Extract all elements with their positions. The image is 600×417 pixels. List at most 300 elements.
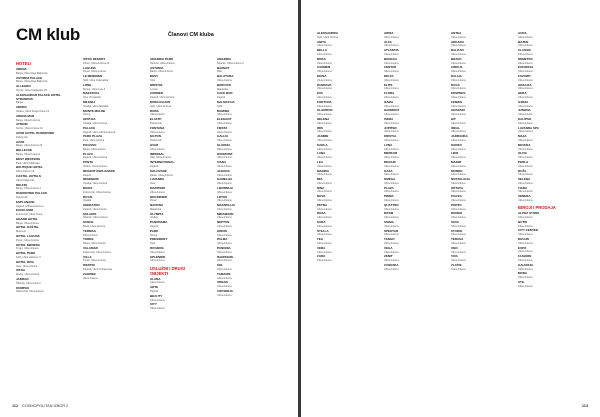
entry-address: Ulica Antona — [317, 138, 332, 142]
entry-name: QUATTRO — [384, 202, 399, 207]
directory-entry — [384, 135, 438, 142]
entry-name: RIVIJERA — [150, 246, 164, 251]
directory-entry — [83, 256, 137, 263]
entry-address: Ulica Antona — [518, 138, 533, 142]
entry-address: Ulica Antona — [217, 164, 232, 168]
entry-address: Ulica Antona — [384, 207, 399, 211]
entry-address: Dubrovnik — [150, 139, 162, 143]
entry-address: Ulica Antona — [384, 181, 399, 185]
directory-entry — [217, 221, 271, 228]
entry-address: Ulica Antona — [451, 87, 466, 91]
directory-entry — [150, 144, 204, 151]
entry-name: MAJA — [518, 134, 527, 139]
directory-entry — [150, 170, 204, 177]
entry-address: Zagreb, Mihanovićeva 1 — [16, 204, 44, 208]
entry-address: Ulica Antona — [317, 181, 332, 185]
entry-name: KRISTAL — [384, 134, 397, 139]
entry-name: SHERATON — [83, 203, 100, 208]
directory-entry — [518, 58, 572, 65]
directory-entry — [83, 264, 137, 271]
entry-address: Ulica Antona — [518, 224, 533, 228]
entry-address: Ulica Antona — [384, 87, 399, 91]
entry-address: Zagreb, Ulica Antona — [83, 156, 108, 160]
entry-address: Ulica Antona — [384, 78, 399, 82]
entry-address: Ulica Antona — [384, 259, 399, 263]
entry-name: GRADSKI — [451, 108, 465, 113]
entry-name: NINA — [317, 185, 325, 190]
entry-address: Ulica Antona — [518, 259, 533, 263]
entry-address: Ulica Antona — [451, 70, 466, 74]
directory-entry — [384, 92, 438, 99]
entry-name: PRIMA — [384, 194, 394, 199]
entry-address: Ulica Antona — [317, 190, 332, 194]
entry-address: Dubrovnik, Ulica Antona — [83, 250, 111, 254]
directory-entry — [150, 75, 204, 82]
entry-name: FAVORIT — [518, 73, 531, 78]
entry-address: Ulica Antona — [384, 199, 399, 203]
entry-address: Banja, Ulica Antona — [83, 242, 106, 246]
entry-name: MIA — [317, 177, 323, 182]
entry-name: LAVANDA SPA — [518, 125, 539, 130]
entry-address: Ulica Antona — [317, 52, 332, 56]
entry-name: BALKAN — [451, 48, 464, 53]
directory-entry — [451, 127, 505, 134]
entry-name: DEMETRA — [518, 56, 533, 61]
directory-entry — [518, 118, 572, 125]
entry-name: EVA — [317, 91, 323, 96]
entry-address: Ulica Antona — [518, 276, 533, 280]
entry-address: Banja, Ulica Aleje Bajlonića — [16, 71, 48, 75]
directory-entry — [384, 187, 438, 194]
entry-name: VIVA — [451, 254, 458, 259]
entry-address: Ulica Antona — [451, 138, 466, 142]
entry-name: NOVA — [317, 194, 326, 199]
entry-address: Dubrovnik — [150, 121, 162, 125]
directory-entry — [217, 101, 271, 108]
entry-address: Banja, Ulica Aleje Bajlonića — [16, 80, 48, 84]
page-subtitle: Članovi CM kluba — [168, 32, 214, 38]
entry-name: RONDO — [451, 211, 463, 216]
directory-entry — [518, 281, 572, 288]
entry-address: Poreč, Ulica Antona — [83, 259, 106, 263]
directory-entry — [217, 256, 271, 263]
entry-name: KAMELIJA — [217, 177, 233, 182]
entry-address: Ulica Antona — [217, 130, 232, 134]
folio-left — [12, 404, 68, 408]
entry-name: ASTORIA — [150, 65, 164, 70]
entry-name: MARINA — [317, 168, 329, 173]
entry-name: TEA — [317, 237, 323, 242]
entry-name: CIRKUS — [451, 65, 463, 70]
entry-address: Novi Vinodolski — [83, 96, 101, 100]
entry-name: LONE — [83, 82, 92, 87]
directory-entry — [150, 204, 204, 211]
directory-column-4 — [217, 58, 271, 299]
directory-entry — [83, 144, 137, 151]
directory-entry — [317, 187, 371, 194]
directory-entry — [317, 144, 371, 151]
entry-address: Poreč — [150, 199, 157, 203]
directory-entry — [150, 127, 204, 134]
entry-address: Ulica Antona — [150, 281, 165, 285]
entry-name: BELLEVUE — [16, 148, 33, 153]
directory-entry — [451, 230, 505, 237]
entry-name: ATLANTIS — [384, 48, 399, 53]
entry-address: Kornic, Ulica Antona 13 — [16, 127, 43, 131]
entry-name: JUPITER — [384, 125, 397, 130]
entry-name: JAGODA — [217, 168, 230, 173]
entry-address: Rovinj, Ulica Luje 3 — [83, 87, 106, 91]
entry-address: Zagreb, Ulica Strossmayera — [83, 130, 116, 134]
directory-entry — [83, 92, 137, 99]
directory-entry — [150, 303, 204, 310]
entry-name: VERA — [317, 245, 326, 250]
directory-entry — [83, 273, 137, 280]
directory-entry — [518, 109, 572, 116]
entry-name: PLAVA — [384, 185, 394, 190]
directory-entry — [217, 75, 271, 82]
directory-entry — [317, 195, 371, 202]
entry-address: Ulica Antona — [317, 61, 332, 65]
entry-name: ZVIJEZDA — [384, 263, 399, 268]
directory-entry — [83, 153, 137, 160]
directory-entry — [217, 170, 271, 177]
entry-name: ANTEA — [451, 32, 462, 35]
entry-name: DELFIN — [16, 182, 27, 187]
entry-name: URBAN — [217, 280, 228, 285]
entry-address: Dubrovnik, Ulica Antona — [16, 290, 44, 294]
directory-entry — [384, 238, 438, 245]
entry-name: ILIRIJA — [518, 99, 529, 104]
entry-name: ZAGREB — [83, 271, 96, 276]
directory-entry — [150, 178, 204, 185]
entry-address: Ulica Antona — [317, 70, 332, 74]
entry-name: CITY CENTER — [518, 228, 538, 233]
entry-address: Ulica Antona — [150, 147, 165, 151]
directory-entry — [451, 32, 505, 39]
directory-entry — [83, 135, 137, 142]
entry-name: RITAM — [384, 211, 394, 216]
entry-name: PALMA — [217, 237, 228, 242]
entry-name: FLORA — [384, 91, 395, 96]
entry-address: Ulica Antona — [317, 147, 332, 151]
directory-entry — [16, 106, 70, 113]
entry-address: Zagreb, Ulica Kneza — [83, 207, 107, 211]
entry-name: HOTEL PARK — [16, 251, 36, 256]
entry-name: HILTON — [150, 134, 161, 139]
entry-address: Ulica Antona — [317, 233, 332, 237]
directory-entry — [384, 195, 438, 202]
entry-name: MOZAIK — [384, 159, 396, 164]
directory-entry — [384, 255, 438, 262]
entry-address: Ulica Antona — [384, 44, 399, 48]
entry-name: ALPHA STORE — [518, 211, 540, 216]
directory-entry — [384, 152, 438, 159]
entry-address: Ulica Antona — [83, 233, 98, 237]
entry-name: IMPERIAL — [150, 151, 165, 156]
directory-entry — [384, 84, 438, 91]
entry-address: Vodice, Ulica Drage Pave 14 — [16, 109, 50, 113]
entry-name: VIKTORIJA — [217, 289, 233, 294]
entry-name: MONTE MULINI — [83, 108, 105, 113]
entry-address: Šibenik, Ulica Antona 3 — [217, 61, 244, 65]
directory-entry — [384, 264, 438, 271]
entry-address: Ulica Antona — [317, 199, 332, 203]
entry-name: AZUR HOTEL DUBROVNIK — [16, 130, 55, 135]
entry-name: CITY — [150, 302, 157, 307]
directory-entry — [16, 201, 70, 208]
directory-entry — [217, 290, 271, 297]
entry-address: Rovinj — [150, 233, 158, 237]
directory-column-6 — [384, 32, 438, 273]
entry-address: Split — [150, 78, 156, 82]
entry-name: ASTORIA PALACE — [16, 75, 43, 80]
entry-address: Ulica Antona — [518, 87, 533, 91]
entry-address: Rab — [217, 70, 222, 74]
entry-name: LANA — [317, 151, 326, 156]
entry-name: PICASSO — [83, 142, 97, 147]
entry-address: Ulica Antona — [451, 181, 466, 185]
entry-address: Ulica Antona — [217, 113, 232, 117]
entry-address: Ulica Antona — [518, 181, 533, 185]
entry-name: DORA — [150, 108, 159, 113]
entry-address: Ulica Antona — [217, 293, 232, 297]
entry-name: LOTOS — [217, 194, 228, 199]
entry-name: ADRIA — [384, 32, 394, 35]
entry-name: RIXOS — [83, 185, 93, 190]
entry-name: GLORIJA — [217, 142, 231, 147]
directory-entry — [217, 135, 271, 142]
entry-address: Pula, Ulica Antona — [83, 139, 105, 143]
entry-address: Split, Ulica Hatzeov 3 — [16, 256, 41, 260]
entry-address: Ulica Kraljevske — [16, 178, 35, 182]
entry-name: BEST WESTERN — [16, 156, 40, 161]
entry-name: HOTEL KAŠTEL — [16, 225, 39, 230]
entry-address: Vodice, Ulica Antona — [83, 164, 107, 168]
entry-address: Ulica Antona — [150, 130, 165, 134]
entry-address: Ulica Antona — [451, 216, 466, 220]
entry-address: Ulica Antona — [518, 241, 533, 245]
directory-entry — [150, 161, 204, 168]
entry-address: Ulica Antona — [217, 233, 232, 237]
entry-name: CARMEN — [317, 65, 331, 70]
entry-name: MAXIM — [451, 159, 461, 164]
entry-address: Zadar, Ulica Antona — [150, 173, 173, 177]
entry-address: Ulica Antona — [384, 104, 399, 108]
entry-address: Kornic, Ulica Kraljevske 32 — [16, 88, 47, 92]
directory-entry — [83, 84, 137, 91]
entry-name: PUNTA — [83, 160, 94, 165]
directory-entry — [150, 187, 204, 194]
entry-address: Ulica Antona — [384, 35, 399, 39]
directory-entry — [451, 221, 505, 228]
directory-entry — [518, 264, 572, 271]
entry-address: Ulica Antona — [317, 113, 332, 117]
entry-address: Dubrovnik, Ulica Antona — [83, 190, 111, 194]
entry-name: KOMPAS — [16, 285, 29, 290]
entry-name: TERMAG — [83, 228, 96, 233]
entry-address: Ulica Antona — [518, 173, 533, 177]
entry-address: Ulica Antona — [217, 156, 232, 160]
entry-address: Split, Ulica Grljevačka — [83, 78, 109, 82]
entry-address: Ulica Antona — [518, 95, 533, 99]
entry-name: STUDIO — [451, 228, 463, 233]
directory-entry — [16, 184, 70, 191]
entry-name: ATRIUM — [16, 122, 28, 127]
directory-entry — [451, 66, 505, 73]
directory-entry — [317, 255, 371, 262]
entry-name: KORZO — [451, 142, 462, 147]
directory-entry — [83, 75, 137, 82]
directory-entry — [317, 109, 371, 116]
entry-address: Ulica Antona — [317, 259, 332, 263]
directory-entry — [217, 247, 271, 254]
entry-address: Ulica Antona — [518, 156, 533, 160]
directory-entry — [518, 272, 572, 279]
entry-name: ZLATNI — [451, 263, 462, 268]
directory-entry — [317, 75, 371, 82]
directory-entry — [150, 286, 204, 293]
entry-name: MAGNOLIJA — [217, 203, 235, 208]
directory-entry — [317, 101, 371, 108]
entry-address: Ulica Antona — [451, 267, 466, 271]
entry-name: PERLA — [518, 159, 529, 164]
entry-name: DIOKLECIJAN — [150, 99, 171, 104]
entry-name: ISTRA — [16, 268, 25, 273]
entry-address: Split, Ulica Antona — [317, 35, 339, 39]
directory-entry — [317, 41, 371, 48]
entry-name: HELENA — [317, 116, 330, 121]
entry-name: FENIKS — [451, 99, 463, 104]
directory-entry — [518, 221, 572, 228]
entry-address: Ulica Antona — [451, 52, 466, 56]
entry-name: EUFORIJA — [518, 65, 534, 70]
entry-name: TORRE — [83, 237, 94, 242]
directory-entry — [217, 127, 271, 134]
entry-name: AMADRIA PARK — [150, 58, 174, 61]
entry-address: Trogir, Ulica Antona — [16, 247, 39, 251]
directory-entry — [317, 49, 371, 56]
directory-entry — [451, 49, 505, 56]
entry-name: RADISSON — [217, 254, 233, 259]
entry-address: Ulica Antona — [451, 199, 466, 203]
directory-entry — [384, 212, 438, 219]
entry-name: GLAMOUR — [317, 108, 333, 113]
directory-entry — [317, 247, 371, 254]
directory-entry — [384, 75, 438, 82]
entry-name: PIAZZA — [451, 194, 462, 199]
directory-entry — [451, 41, 505, 48]
entry-name: HOTEL LAGUNA — [16, 234, 40, 239]
directory-entry — [16, 85, 70, 92]
entry-name: ALFA — [384, 39, 392, 44]
entry-address: Rovinj — [83, 113, 91, 117]
entry-name: ISTRA RESORT — [83, 58, 106, 61]
entry-name: SPEKTAR — [384, 228, 399, 233]
directory-entry — [16, 175, 70, 182]
entry-name: KALIPSO — [518, 116, 532, 121]
entry-name: GALIJA — [217, 134, 229, 139]
entry-name: BRAVO — [451, 56, 462, 61]
entry-name: UNO — [451, 245, 458, 250]
entry-address: Ulica Antona — [150, 307, 165, 311]
entry-name: CENTAR — [384, 65, 397, 70]
directory-entry — [451, 109, 505, 116]
entry-name: LEA — [317, 159, 323, 164]
entry-address: Zagreb — [217, 96, 226, 100]
directory-entry — [16, 244, 70, 251]
entry-name: PLAZA — [83, 151, 93, 156]
entry-address: Ulica Antona — [217, 276, 232, 280]
entry-name: ZARA — [317, 254, 326, 259]
entry-name: SOLARIS — [83, 211, 97, 216]
directory-entry — [83, 58, 137, 65]
directory-entry — [217, 230, 271, 237]
directory-entry — [83, 247, 137, 254]
directory-entry — [83, 101, 137, 108]
directory-entry — [83, 238, 137, 245]
directory-entry — [451, 118, 505, 125]
entry-address: Zagreb, Ulica Kršnjavoga — [83, 268, 113, 272]
directory-entry — [518, 152, 572, 159]
entry-address: Banja, Ulica Antona — [83, 147, 106, 151]
directory-entry — [150, 230, 204, 237]
entry-name: PORTO — [451, 202, 462, 207]
directory-entry — [150, 247, 204, 254]
directory-entry — [518, 212, 572, 219]
entry-name: DUBROVNIK PALACE — [16, 191, 48, 196]
entry-name: JADRAN — [16, 277, 29, 282]
entry-name: IDEAL — [451, 125, 460, 130]
entry-name: DELTA — [384, 73, 394, 78]
directory-entry — [217, 204, 271, 211]
entry-name: GAMA — [384, 99, 394, 104]
entry-address: Zagreb, Ulica Antona — [150, 96, 175, 100]
entry-name: DIANA — [317, 73, 327, 78]
directory-entry — [217, 58, 271, 65]
entry-name: MERKUR — [384, 151, 398, 156]
entry-name: PARK PLAZA — [83, 134, 103, 139]
entry-address: Ulica Antona — [384, 216, 399, 220]
entry-address: Dubrovnik — [16, 135, 28, 139]
entry-address: Ulica Antona — [217, 147, 232, 151]
entry-address: Ulica Antona — [384, 190, 399, 194]
entry-address: Ulica Antona — [518, 78, 533, 82]
directory-entry — [83, 213, 137, 220]
entry-address: Ulica Antona — [518, 147, 533, 151]
entry-name: SARA — [317, 220, 326, 225]
entry-name: ORION — [217, 228, 227, 233]
entry-name: EXPO — [518, 245, 527, 250]
directory-entry — [16, 218, 70, 225]
entry-address: Ulica Antona — [518, 130, 533, 134]
entry-address: Banja, Ulica Antona — [16, 221, 39, 225]
entry-name: ROSA — [317, 211, 326, 216]
entry-address: Ulica Antona — [384, 242, 399, 246]
entry-address: Banja — [16, 101, 23, 105]
entry-address: Ulica Antona — [451, 147, 466, 151]
directory-entry — [451, 101, 505, 108]
entry-name: STELLA — [317, 228, 329, 233]
entry-name: HOTEL RIVA — [16, 259, 34, 264]
directory-entry — [384, 178, 438, 185]
directory-entry — [518, 161, 572, 168]
entry-address: Ulica Antona — [384, 113, 399, 117]
directory-entry — [518, 255, 572, 262]
entry-address: Hvar, Ulica Antona — [16, 264, 38, 268]
entry-name: OKTAVA — [451, 185, 463, 190]
entry-name: ALANA — [150, 276, 161, 281]
